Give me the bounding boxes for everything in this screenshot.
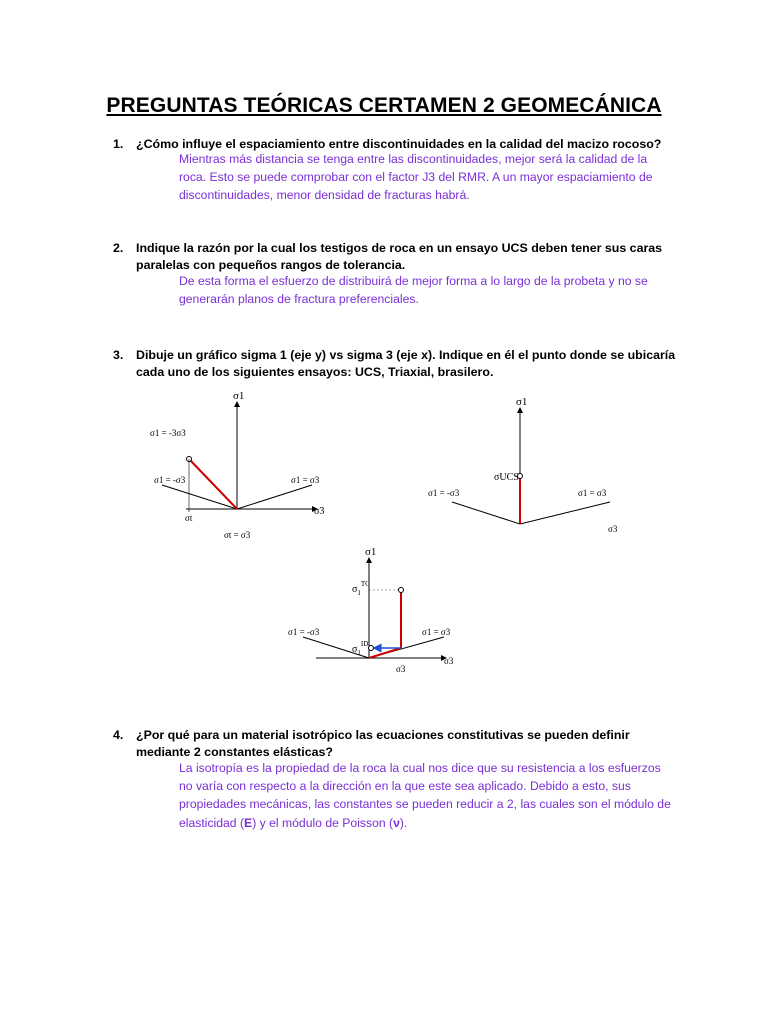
figure-brazilian [140, 388, 340, 548]
y-axis-label: σ1 [365, 546, 377, 558]
question-number: 3. [113, 348, 124, 362]
x-mark-label: σ3 [396, 664, 406, 674]
line-left [452, 502, 520, 524]
id-point [369, 646, 374, 651]
line-left-label: σ1 = -σ3 [154, 475, 186, 485]
stress-path-hydrostatic [369, 648, 401, 658]
question-text: ¿Cómo influye el espaciamiento entre discontinuidades en la calidad del macizo rocoso? [136, 137, 662, 151]
line-right [520, 502, 610, 524]
bottom-label: σt = σ3 [224, 530, 251, 540]
tc-point [399, 588, 404, 593]
line-right-label: σ1 = σ3 [578, 488, 607, 498]
question-text: ¿Por qué para un material isotrópico las ecuaciones constitutivas se pueden definir mediante 2 constantes elásticas? [136, 728, 630, 759]
answer-4 [136, 759, 676, 832]
question-text: Dibuje un gráfico sigma 1 (eje y) vs sigma 3 (eje x). Indique en él el punto donde se ubicaría cada uno de los siguientes ensayos: UCS, Triaxial, brasilero. [136, 348, 676, 379]
question-number: 4. [113, 728, 124, 742]
question-number: 1. [113, 137, 124, 151]
x-axis-label: σ3 [314, 506, 325, 517]
tc-label: $\sigma_1^{TC}$ [352, 580, 370, 597]
question-number: 2. [113, 241, 124, 255]
point-label: σUCS [494, 472, 519, 483]
id-label: $\sigma_1^{ID}$ [352, 640, 369, 657]
y-axis-label: σ1 [233, 390, 245, 402]
answer-2 [136, 272, 676, 308]
figure-triaxial [286, 544, 456, 679]
answer-text: De esta forma el esfuerzo de distribuirá de mejor forma a lo largo de la probeta y no se generarán planos de fractura preferenciales. [179, 274, 648, 307]
line-left-label: σ1 = -σ3 [288, 627, 320, 637]
figure-ucs [422, 392, 622, 540]
line-left-label: σ1 = -σ3 [428, 488, 460, 498]
point-label: σt [185, 513, 193, 523]
x-axis-label: σ3 [444, 656, 454, 666]
x-axis-label: σ3 [608, 524, 618, 534]
line-right [237, 485, 312, 509]
answer-text: Mientras más distancia se tenga entre las discontinuidades, mejor será la calidad de la roca. Esto se puede comprobar con el factor J3 del RMR. A un mayor espaciamiento de discontinuidades, menor densidad de fracturas habrá. [179, 152, 653, 203]
page-title: PREGUNTAS TEÓRICAS CERTAMEN 2 GEOMECÁNICA [106, 94, 662, 117]
answer-text: La isotropía es la propiedad de la roca la cual nos dice que su resistencia a los esfuerzos no varía con respecto a la dirección en la que este sea aplicado. Debido a esto, sus propiedades mecánicas, las constantes se pueden reducir a 2, las cuales son el módulo de elasticidad (E) y el módulo de Poisson (ν). [179, 761, 671, 830]
line-right-label: σ1 = σ3 [291, 475, 320, 485]
line-right-label: σ1 = σ3 [422, 627, 451, 637]
question-text: Indique la razón por la cual los testigos de roca en un ensayo UCS deben tener sus caras paralelas con pequeños rangos de tolerancia. [136, 241, 663, 272]
y-axis-label: σ1 [516, 396, 528, 408]
line-top-label: σ1 = -3σ3 [150, 428, 186, 438]
answer-1 [136, 150, 676, 205]
